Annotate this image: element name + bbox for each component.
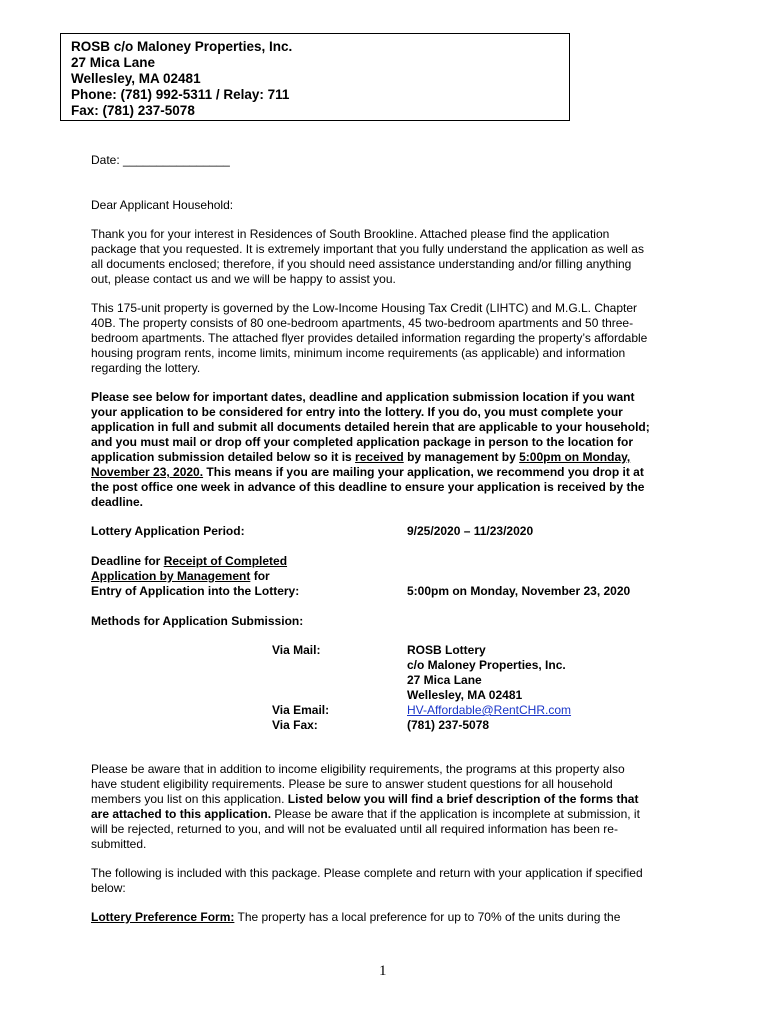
paragraph-line: This 175-unit property is governed by the Low-Income Housing Tax Credit (LIHTC) and M.G.L. Chapter <box>91 301 638 315</box>
paragraph-line: 40B. The property consists of 80 one-bedroom apartments, 45 two-bedroom apartments and 50 three- <box>91 316 634 330</box>
via-email-label: Via Email: <box>272 703 330 717</box>
fax-number: (781) 237-5078 <box>407 718 490 732</box>
paragraph-line: your application to be considered for entry into the lottery. If you do, you must complete your <box>91 405 623 419</box>
paragraph-line: package that you requested. It is extremely important that you fully understand the application as well as <box>91 242 644 256</box>
deadline-emphasis: November 23, 2020. <box>91 465 204 479</box>
letterhead-street: 27 Mica Lane <box>71 55 156 70</box>
paragraph-line: regarding the lottery. <box>91 361 201 375</box>
deadline-emphasis: 5:00pm on Monday, <box>519 450 631 464</box>
email-link[interactable]: HV-Affordable@RentCHR.com <box>407 703 572 717</box>
paragraph-line: bedroom apartments. The attached flyer provides detailed information regarding the property’s affordable <box>91 331 648 345</box>
paragraph-important-dates <box>91 390 691 510</box>
letterhead-fax: Fax: (781) 237-5078 <box>71 103 195 118</box>
letterhead-box <box>60 33 570 121</box>
letterhead-phone: Phone: (781) 992-5311 / Relay: 711 <box>71 87 290 102</box>
deadline-value: 5:00pm on Monday, November 23, 2020 <box>407 584 631 598</box>
paragraph-line: all documents enclosed; therefore, if you should need assistance understanding and/or filling anything <box>91 257 632 271</box>
paragraph-line: and you must mail or drop off your completed application package in person to the location for <box>91 435 634 449</box>
methods-title: Methods for Application Submission: <box>91 614 304 628</box>
paragraph-lottery-preference: Lottery Preference Form: The property has a local preference for up to 70% of the units during the <box>91 910 621 924</box>
paragraph-intro <box>91 227 691 287</box>
lottery-preference-heading: Lottery Preference Form: <box>91 910 235 924</box>
salutation: Dear Applicant Household: <box>91 198 234 212</box>
paragraph-line: the post office one week in advance of this deadline to ensure your application is received by the <box>91 480 645 494</box>
paragraph-property <box>91 301 691 376</box>
page-number: 1 <box>379 963 387 979</box>
via-fax-label: Via Fax: <box>272 718 318 732</box>
via-mail-label: Via Mail: <box>272 643 321 657</box>
paragraph-line: Please see below for important dates, deadline and application submission location if you want <box>91 390 635 404</box>
deadline-label: Deadline for Receipt of Completed Application by Management for Entry of Application into the Lottery: <box>91 554 300 598</box>
paragraph-line: housing program rents, income limits, minimum income requirements (as applicable) and information <box>91 346 626 360</box>
paragraph-line: deadline. <box>91 495 144 509</box>
paragraph-line: Thank you for your interest in Residences of South Brookline. Attached please find the application <box>91 227 610 241</box>
lottery-period-label: Lottery Application Period: <box>91 524 245 538</box>
received-emphasis: received <box>355 450 404 464</box>
lottery-period-value: 9/25/2020 – 11/23/2020 <box>407 524 534 538</box>
paragraph-eligibility: Please be aware that in addition to income eligibility requirements, the programs at this property also have student eligibility requirements. Please be sure to answer student questions for all household members you list on this application. Listed below you will find a brief description of the forms that are attached to this application. Please be aware that if the application is incomplete at submission, it will be rejected, returned to you, and will not be evaluated until all required information has been re- submitted. <box>91 762 640 851</box>
letterhead-city: Wellesley, MA 02481 <box>71 71 201 86</box>
paragraph-line: application in full and submit all documents detailed herein that are applicable to your household; <box>91 420 650 434</box>
paragraph-included: The following is included with this package. Please complete and return with your application if specified below: <box>91 866 643 895</box>
date-line: Date: ________________ <box>91 153 230 167</box>
paragraph-line: out, please contact us and we will be happy to assist you. <box>91 272 396 286</box>
letterhead-company: ROSB c/o Maloney Properties, Inc. <box>71 39 293 54</box>
paragraph-line: November 23, 2020. This means if you are mailing your application, we recommend you drop it at <box>91 465 644 479</box>
mail-address: ROSB Lottery c/o Maloney Properties, Inc. 27 Mica Lane Wellesley, MA 02481 <box>407 643 566 702</box>
paragraph-line: application submission detailed below so it is received by management by 5:00pm on Monday, <box>91 450 631 464</box>
